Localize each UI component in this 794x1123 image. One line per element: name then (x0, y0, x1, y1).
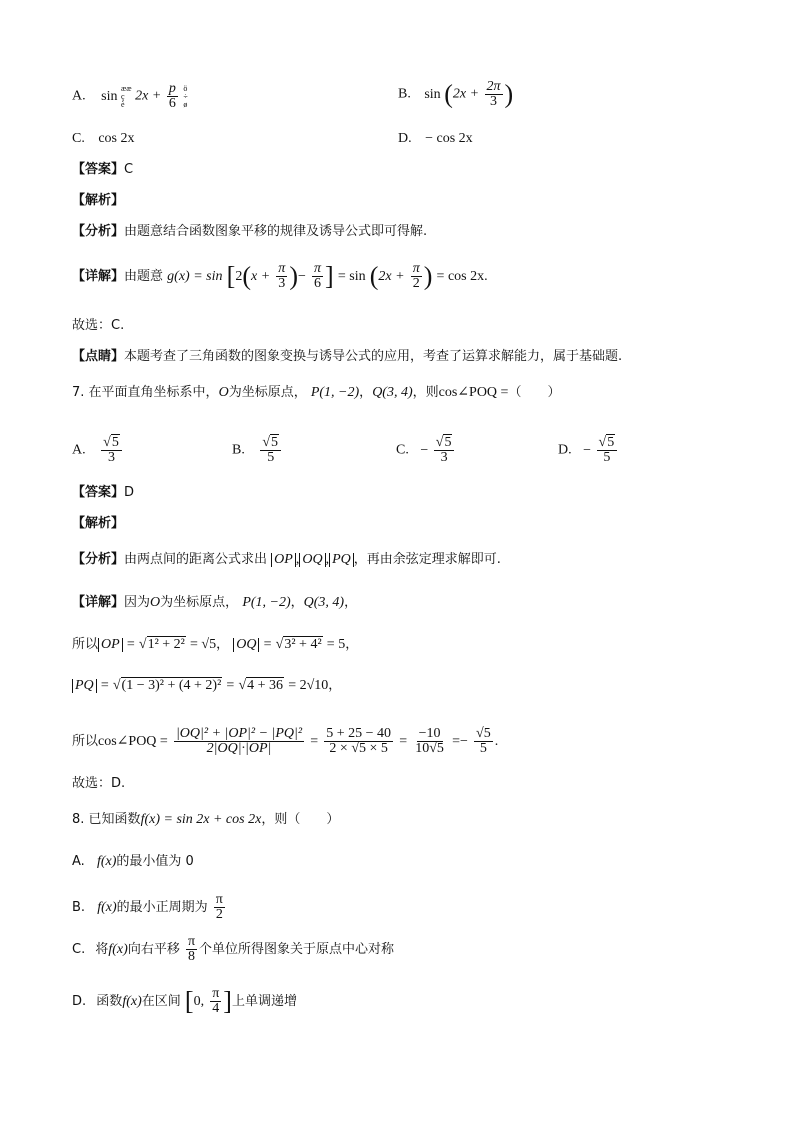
stem-text: 为坐标原点， (228, 385, 307, 400)
expr: cos 2x (98, 131, 135, 146)
expr: g(x) = sin (167, 269, 223, 284)
frac-num: π (314, 261, 322, 276)
frac-num: π (278, 261, 286, 276)
sqrt: √(1 − 3)² + (4 + 2)² (112, 678, 222, 693)
expr: O (150, 595, 161, 610)
detail-text: 因为 (124, 595, 151, 610)
sqrt: √5 (435, 435, 452, 450)
frac-den: 4 (212, 1001, 220, 1016)
expr: f(x) (96, 854, 117, 869)
frac-den: 6 (314, 276, 322, 291)
fraction (324, 727, 393, 756)
expr: Q(3, 4) (372, 385, 413, 400)
lead-text: 所以 (72, 734, 99, 749)
frac-num: −10 (418, 726, 441, 741)
q6-option-a (72, 82, 188, 111)
fraction (434, 436, 455, 465)
q7-analysis-tag: 【解析】 (72, 516, 125, 531)
sign: − (420, 442, 429, 458)
sqrt: √1² + 2² (138, 637, 185, 652)
frac-den: 10√5 (415, 741, 444, 756)
detail-lead: 由题意 (124, 269, 164, 284)
expr: − cos 2x (425, 131, 473, 146)
frac-num: √5 (476, 726, 491, 741)
paren-right: ) (504, 79, 514, 109)
q7-line2 (72, 677, 341, 695)
answer-value: C (124, 162, 134, 177)
answer-tag: 【答案】 (72, 485, 125, 500)
option-text: 函数 (96, 994, 123, 1009)
expr: 0, (193, 994, 205, 1009)
fraction (312, 262, 323, 291)
option-label: B. (72, 900, 86, 915)
paren-right: ) (423, 261, 433, 291)
expr: . (494, 734, 499, 749)
expr: = (226, 678, 235, 693)
expr: f(x) (97, 900, 117, 915)
expr: = (310, 734, 319, 749)
bracket-left: [ (226, 261, 236, 291)
abs-expr: OP (98, 638, 123, 652)
q6-option-d (398, 130, 473, 148)
option-text: 的最小值为 0 (116, 854, 194, 869)
sqrt: √5 (262, 435, 279, 450)
expr: = (263, 637, 272, 652)
expr: = (452, 734, 460, 749)
expr: cos∠POQ = (98, 734, 168, 749)
fraction (276, 262, 287, 291)
detail-text: ， (344, 595, 358, 610)
q7-line3 (72, 727, 498, 756)
q6-dianjing (72, 348, 622, 366)
option-label: A. (72, 442, 86, 458)
sqrt: √4 + 36 (238, 678, 284, 693)
expr: = 5 (326, 637, 346, 652)
option-text: 将 (95, 942, 109, 957)
q8-option-b (72, 893, 227, 922)
stem-text: ， (359, 385, 373, 400)
sqrt: √5 (598, 435, 615, 450)
fraction (474, 727, 493, 756)
fraction (186, 935, 197, 964)
sep: ， (328, 678, 342, 693)
frac-num: π (215, 892, 223, 907)
question-number: 8. (72, 812, 85, 827)
expr: x + (250, 269, 271, 284)
expr: P(1, −2) (310, 385, 360, 400)
fraction (413, 727, 446, 756)
q7-choose: 故选：D. (72, 776, 126, 791)
detail-tag: 【详解】 (72, 595, 125, 610)
fraction (167, 82, 178, 111)
expr: = √5 (190, 637, 217, 652)
option-label: A. (72, 854, 85, 869)
frac-den: 2 × √5 × 5 (329, 741, 388, 756)
radicand: 4 + 36 (247, 678, 284, 693)
stem-text: 已知函数 (88, 812, 141, 827)
bracket-right: ] (223, 986, 232, 1016)
q7-answer (72, 484, 134, 502)
fraction (260, 436, 281, 465)
frac-den: 2|OQ|·|OP| (206, 741, 272, 756)
option-text: 上单调递增 (231, 994, 297, 1009)
expr: 2x + (452, 86, 480, 102)
fraction (174, 727, 304, 756)
radicand: 5 (271, 435, 279, 450)
dianjing-text: 本题考查了三角函数的图象变换与诱导公式的应用，考查了运算求解能力，属于基础题. (124, 349, 623, 364)
option-label: B. (232, 442, 245, 458)
frac-num: π (187, 934, 196, 949)
fraction (210, 987, 221, 1016)
detail-text: 为坐标原点， (160, 595, 239, 610)
frac-den: 5 (479, 741, 487, 756)
option-label: D. (72, 994, 87, 1009)
fenxi-tag: 【分析】 (72, 552, 125, 567)
fraction (597, 436, 618, 465)
q8-stem (72, 811, 339, 829)
frac-den: 3 (278, 276, 286, 291)
func-name: sin (424, 86, 441, 102)
radicand: 3² + 4² (284, 637, 322, 652)
expr: f(x) = sin 2x + cos 2x (140, 812, 262, 827)
q7-detail: 【详解】因为O为坐标原点， P(1, −2)，Q(3, 4)， (72, 595, 358, 610)
stem-text: （ ） (508, 385, 561, 400)
expr: = (126, 637, 135, 652)
expr: 2x + (378, 269, 405, 284)
option-label: C. (396, 442, 409, 458)
option-text: 在区间 (141, 994, 181, 1009)
expr: = (399, 734, 408, 749)
q7-option-a (72, 436, 124, 465)
frac-den: 5 (267, 450, 275, 465)
frac-num: π (412, 261, 420, 276)
bracket-left: [ (184, 986, 194, 1016)
expr: = sin (337, 269, 366, 284)
fenxi-text: 由两点间的距离公式求出 (124, 552, 268, 567)
fraction (411, 262, 422, 291)
abs-expr: PQ (72, 679, 97, 693)
expr: 2 (235, 269, 243, 284)
q7-option-c (396, 436, 456, 465)
expr: Q(3, 4) (303, 595, 345, 610)
stem-text: ，则（ ） (261, 812, 340, 827)
frac-den: 6 (168, 96, 176, 111)
q6-choose: 故选：C. (72, 318, 125, 333)
q6-option-c (72, 130, 135, 148)
garbled-bracket-left: ææ ç è (120, 83, 132, 109)
garbled-bracket-right: ö ÷ ø (183, 83, 188, 109)
q6-answer (72, 161, 133, 179)
sqrt: √5 (103, 435, 119, 450)
fenxi-text: 由题意结合函数图象平移的规律及诱导公式即可得解. (124, 224, 428, 239)
q6-fenxi (72, 223, 427, 241)
answer-value: D (124, 485, 135, 500)
answer-tag: 【答案】 (72, 162, 125, 177)
question-number: 7. (72, 385, 85, 400)
option-text: 的最小正周期为 (116, 900, 208, 915)
option-text: 个单位所得图象关于原点中心对称 (199, 942, 395, 957)
expr: O (218, 385, 229, 400)
frac-num: π (212, 986, 220, 1001)
dianjing-tag: 【点睛】 (72, 349, 125, 364)
sign: − (583, 442, 592, 458)
stem-text: ，则 (412, 385, 439, 400)
radicand: 5 (607, 435, 615, 450)
frac-num: p (168, 81, 176, 96)
radicand: 5 (111, 435, 119, 450)
bracket-right: ] (325, 261, 334, 291)
radicand: 1² + 2² (147, 637, 185, 652)
option-label: C. (72, 131, 85, 146)
paren-left: ( (369, 261, 379, 291)
fraction (485, 80, 503, 109)
lead-text: 所以 (72, 637, 99, 652)
option-label: D. (398, 131, 412, 146)
abs-expr: OQ (299, 553, 325, 567)
expr: cos∠POQ = (438, 385, 509, 400)
q6-detail (72, 262, 488, 291)
paren-left: ( (242, 261, 251, 291)
frac-den: 8 (188, 949, 195, 964)
expr: 2x + (135, 88, 162, 104)
expr: P(1, −2) (242, 595, 291, 610)
frac-den: 2 (412, 276, 420, 291)
expr: = cos 2x. (436, 269, 488, 284)
fenxi-text: ，再由余弦定理求解即可. (353, 552, 501, 567)
sep: ， (345, 637, 359, 652)
frac-num: 2π (486, 79, 501, 94)
q6-option-b (398, 80, 513, 109)
fraction (101, 436, 122, 465)
frac-num: |OQ|² + |OP|² − |PQ|² (175, 726, 303, 741)
abs-expr: OP (271, 553, 296, 567)
frac-den: 5 (603, 450, 611, 465)
q7-option-b (232, 436, 283, 465)
fenxi-tag: 【分析】 (72, 224, 125, 239)
frac-den: 3 (107, 450, 115, 465)
paren-right: ) (289, 261, 298, 291)
frac-den: 3 (440, 450, 448, 465)
paren-left: ( (444, 79, 453, 109)
option-label: A. (72, 88, 86, 104)
sep: ， (216, 637, 230, 652)
q7-fenxi: 【分析】由两点间的距离公式求出 OP , OQ , PQ ，再由余弦定理求解即可. (72, 552, 501, 567)
option-text: 向右平移 (127, 942, 180, 957)
q7-stem (72, 384, 560, 402)
expr: f(x) (122, 994, 142, 1009)
abs-expr: PQ (329, 553, 354, 567)
q8-option-a (72, 853, 194, 871)
option-label: C. (72, 942, 86, 957)
stem-text: 在平面直角坐标系中， (88, 385, 219, 400)
fraction (214, 893, 225, 922)
frac-den: 2 (215, 907, 223, 922)
option-label: B. (398, 86, 411, 102)
frac-num: 5 + 25 − 40 (326, 726, 392, 741)
sqrt: √3² + 4² (275, 637, 322, 652)
q6-analysis-tag: 【解析】 (72, 193, 125, 208)
expr: f(x) (108, 942, 128, 957)
expr: − (459, 734, 468, 749)
expr: = (100, 678, 109, 693)
expr: = 2√10 (288, 678, 329, 693)
func-name: sin (101, 88, 118, 104)
expr: − (297, 269, 306, 284)
frac-den: 3 (490, 94, 498, 109)
abs-expr: OQ (233, 638, 259, 652)
radicand: (1 − 3)² + (4 + 2)² (121, 678, 222, 693)
q7-option-d (558, 436, 619, 465)
radicand: 5 (444, 435, 452, 450)
q8-option-c (72, 935, 394, 964)
q7-line1 (72, 636, 358, 654)
option-label: D. (558, 442, 572, 458)
q8-option-d (72, 987, 297, 1016)
detail-tag: 【详解】 (72, 269, 125, 284)
